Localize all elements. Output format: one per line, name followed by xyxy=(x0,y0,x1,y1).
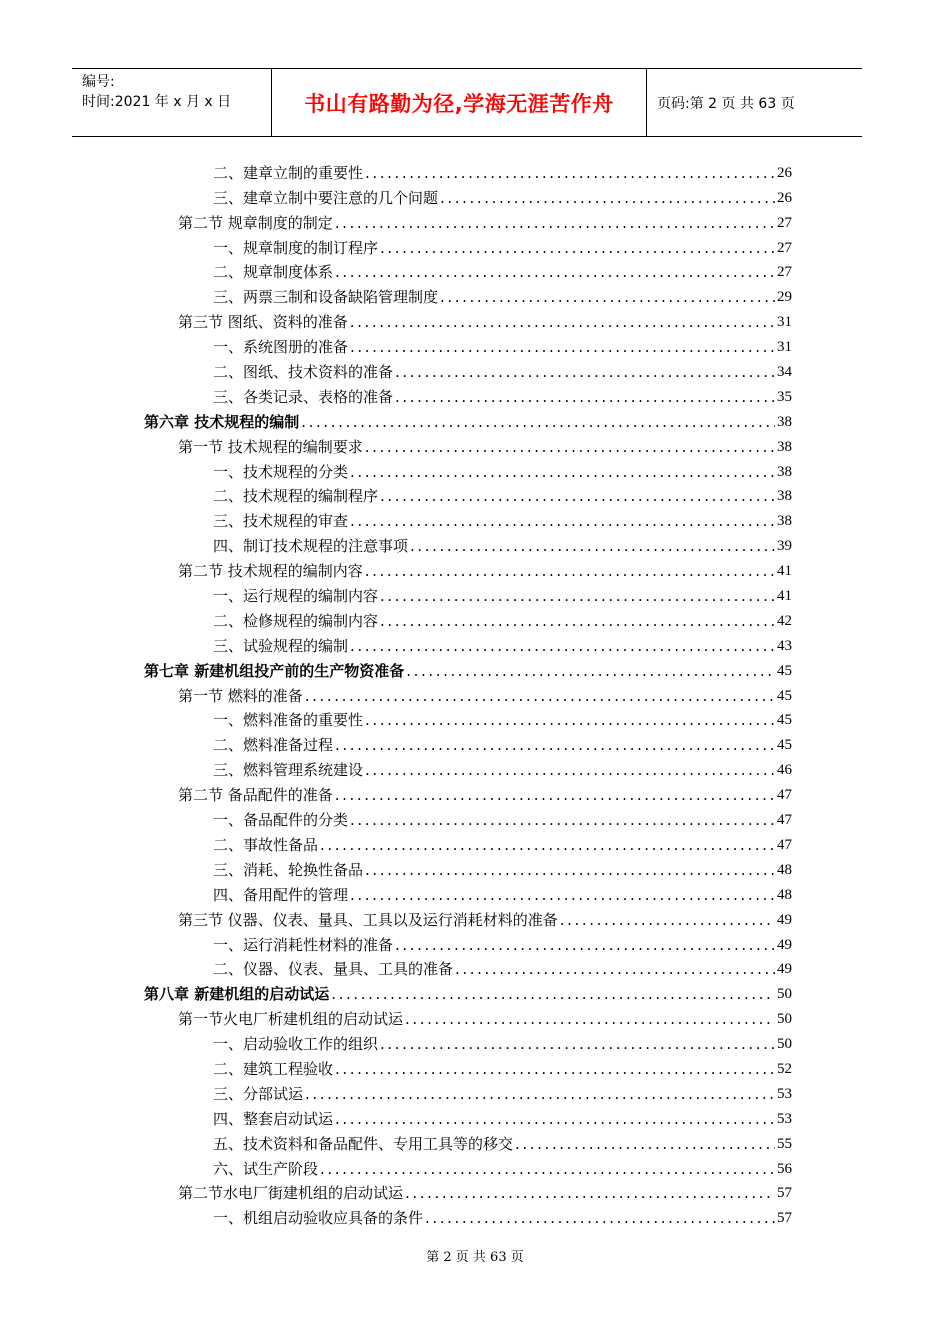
toc-entry-page-number: 48 xyxy=(777,861,792,878)
toc-subsection-entry[interactable] xyxy=(144,532,792,557)
toc-entry-title: 第二节 规章制度的制定 xyxy=(178,213,333,232)
toc-subsection-entry[interactable] xyxy=(144,632,792,657)
toc-section-entry[interactable] xyxy=(144,308,792,333)
toc-entry-title: 三、消耗、轮换性备品 xyxy=(213,860,364,879)
toc-dot-leader xyxy=(350,336,775,358)
toc-entry-page-number: 53 xyxy=(777,1110,792,1127)
toc-subsection-entry[interactable] xyxy=(144,1030,792,1055)
toc-entry-page-number: 38 xyxy=(777,488,792,505)
toc-entry-title: 一、燃料准备的重要性 xyxy=(213,711,364,730)
header-meta xyxy=(72,69,272,136)
toc-subsection-entry[interactable] xyxy=(144,458,792,483)
toc-entry-title: 三、建章立制中要注意的几个问题 xyxy=(213,188,439,207)
toc-entry-title: 第二节水电厂街建机组的启动试运 xyxy=(178,1184,404,1203)
toc-entry-title: 二、规章制度体系 xyxy=(213,263,334,282)
toc-entry-page-number: 49 xyxy=(777,961,792,978)
toc-section-entry[interactable] xyxy=(144,209,792,234)
toc-entry-title: 一、技术规程的分类 xyxy=(213,462,349,481)
toc-entry-title: 二、事故性备品 xyxy=(213,835,319,854)
header-motto-cell xyxy=(272,69,647,136)
toc-entry-title: 四、备用配件的管理 xyxy=(213,885,349,904)
toc-dot-leader xyxy=(365,759,775,781)
toc-dot-leader xyxy=(335,212,775,234)
page-footer xyxy=(0,1246,950,1265)
document-number-label: 编号: xyxy=(82,74,115,90)
toc-section-entry[interactable] xyxy=(144,1180,792,1205)
toc-entry-page-number: 39 xyxy=(777,538,792,555)
toc-dot-leader xyxy=(395,934,775,956)
toc-entry-title: 二、检修规程的编制内容 xyxy=(213,611,379,630)
toc-entry-page-number: 50 xyxy=(777,986,792,1003)
toc-entry-title: 三、分部试运 xyxy=(213,1084,304,1103)
toc-dot-leader xyxy=(331,983,775,1005)
toc-subsection-entry[interactable] xyxy=(144,1204,792,1229)
toc-entry-page-number: 49 xyxy=(777,936,792,953)
toc-entry-page-number: 57 xyxy=(777,1185,792,1202)
toc-subsection-entry[interactable] xyxy=(144,1105,792,1130)
toc-entry-page-number: 47 xyxy=(777,836,792,853)
toc-entry-title: 一、机组启动验收应具备的条件 xyxy=(213,1209,424,1228)
toc-dot-leader xyxy=(365,436,775,458)
toc-dot-leader xyxy=(305,685,775,707)
toc-dot-leader xyxy=(350,461,775,483)
toc-entry-title: 二、建章立制的重要性 xyxy=(213,163,364,182)
toc-entry-title: 一、系统图册的准备 xyxy=(213,338,349,357)
toc-entry-page-number: 45 xyxy=(777,662,792,679)
toc-entry-page-number: 47 xyxy=(777,812,792,829)
toc-entry-page-number: 26 xyxy=(777,189,792,206)
toc-subsection-entry[interactable] xyxy=(144,1080,792,1105)
toc-dot-leader xyxy=(305,1083,775,1105)
toc-entry-title: 一、备品配件的分类 xyxy=(213,811,349,830)
toc-subsection-entry[interactable] xyxy=(144,483,792,508)
toc-dot-leader xyxy=(380,610,775,632)
toc-subsection-entry[interactable] xyxy=(144,159,792,184)
header-page-info: 页码:第 2 页 共 63 页 xyxy=(657,95,795,112)
toc-entry-page-number: 42 xyxy=(777,612,792,629)
toc-subsection-entry[interactable] xyxy=(144,234,792,259)
toc-dot-leader xyxy=(350,635,775,657)
toc-entry-title: 第二节 备品配件的准备 xyxy=(178,786,333,805)
toc-dot-leader xyxy=(405,1008,775,1030)
toc-entry-title: 三、试验规程的编制 xyxy=(213,636,349,655)
toc-dot-leader xyxy=(515,1133,775,1155)
toc-entry-title: 三、两票三制和设备缺陷管理制度 xyxy=(213,288,439,307)
toc-dot-leader xyxy=(455,958,775,980)
toc-entry-title: 第七章 新建机组投产前的生产物资准备 xyxy=(144,661,405,680)
toc-dot-leader xyxy=(335,784,775,806)
toc-dot-leader xyxy=(350,510,775,532)
toc-entry-page-number: 48 xyxy=(777,886,792,903)
toc-entry-page-number: 27 xyxy=(777,239,792,256)
toc-entry-title: 二、燃料准备过程 xyxy=(213,736,334,755)
toc-entry-title: 第二节 技术规程的编制内容 xyxy=(178,562,363,581)
toc-subsection-entry[interactable] xyxy=(144,607,792,632)
toc-entry-page-number: 27 xyxy=(777,214,792,231)
toc-dot-leader xyxy=(410,535,775,557)
toc-dot-leader xyxy=(335,1108,775,1130)
toc-dot-leader xyxy=(365,560,775,582)
toc-entry-title: 五、技术资料和备品配件、专用工具等的移交 xyxy=(213,1134,514,1153)
toc-entry-page-number: 38 xyxy=(777,513,792,530)
toc-entry-page-number: 47 xyxy=(777,787,792,804)
toc-entry-page-number: 50 xyxy=(777,1036,792,1053)
toc-entry-title: 二、仪器、仪表、量具、工具的准备 xyxy=(213,960,454,979)
toc-entry-title: 三、技术规程的审查 xyxy=(213,512,349,531)
toc-subsection-entry[interactable] xyxy=(144,283,792,308)
toc-entry-title: 二、建筑工程验收 xyxy=(213,1059,334,1078)
toc-entry-page-number: 50 xyxy=(777,1011,792,1028)
toc-entry-page-number: 38 xyxy=(777,413,792,430)
toc-dot-leader xyxy=(440,286,775,308)
toc-entry-title: 四、制订技术规程的注意事项 xyxy=(213,537,409,556)
toc-dot-leader xyxy=(320,834,775,856)
toc-entry-page-number: 34 xyxy=(777,364,792,381)
toc-entry-page-number: 52 xyxy=(777,1060,792,1077)
toc-entry-page-number: 57 xyxy=(777,1210,792,1227)
toc-section-entry[interactable] xyxy=(144,1005,792,1030)
toc-dot-leader xyxy=(335,734,775,756)
toc-entry-title: 三、各类记录、表格的准备 xyxy=(213,387,394,406)
toc-entry-page-number: 41 xyxy=(777,563,792,580)
toc-entry-title: 一、启动验收工作的组织 xyxy=(213,1035,379,1054)
document-time-label: 时间:2021 年 x 月 x 日 xyxy=(82,94,232,110)
toc-subsection-entry[interactable] xyxy=(144,956,792,981)
toc-entry-title: 三、燃料管理系统建设 xyxy=(213,761,364,780)
toc-subsection-entry[interactable] xyxy=(144,756,792,781)
toc-entry-title: 第一节 技术规程的编制要求 xyxy=(178,437,363,456)
toc-subsection-entry[interactable] xyxy=(144,507,792,532)
toc-entry-page-number: 29 xyxy=(777,289,792,306)
toc-dot-leader xyxy=(320,1158,775,1180)
toc-entry-page-number: 46 xyxy=(777,762,792,779)
toc-subsection-entry[interactable] xyxy=(144,582,792,607)
toc-entry-title: 第一节 燃料的准备 xyxy=(178,686,303,705)
toc-entry-title: 一、运行消耗性材料的准备 xyxy=(213,935,394,954)
toc-entry-title: 第三节 仪器、仪表、量具、工具以及运行消耗材料的准备 xyxy=(178,910,558,929)
toc-chapter-entry[interactable] xyxy=(144,980,792,1005)
toc-entry-page-number: 26 xyxy=(777,164,792,181)
toc-dot-leader xyxy=(301,411,775,433)
toc-dot-leader xyxy=(335,1058,775,1080)
toc-entry-page-number: 45 xyxy=(777,737,792,754)
toc-subsection-entry[interactable] xyxy=(144,856,792,881)
toc-dot-leader xyxy=(395,361,775,383)
toc-subsection-entry[interactable] xyxy=(144,1130,792,1155)
toc-entry-title: 第八章 新建机组的启动试运 xyxy=(144,985,330,1004)
toc-dot-leader xyxy=(365,709,775,731)
toc-subsection-entry[interactable] xyxy=(144,383,792,408)
toc-dot-leader xyxy=(335,261,775,283)
toc-subsection-entry[interactable] xyxy=(144,259,792,284)
toc-entry-page-number: 31 xyxy=(777,339,792,356)
toc-chapter-entry[interactable] xyxy=(144,657,792,682)
header-motto: 书山有路勤为径,学海无涯苦作舟 xyxy=(304,91,614,116)
toc-subsection-entry[interactable] xyxy=(144,806,792,831)
toc-dot-leader xyxy=(405,1182,775,1204)
toc-entry-page-number: 55 xyxy=(777,1135,792,1152)
table-of-contents xyxy=(144,159,792,1229)
toc-subsection-entry[interactable] xyxy=(144,184,792,209)
toc-subsection-entry[interactable] xyxy=(144,1055,792,1080)
header-page-info-cell xyxy=(647,69,862,136)
toc-section-entry[interactable] xyxy=(144,781,792,806)
toc-entry-page-number: 53 xyxy=(777,1085,792,1102)
toc-entry-page-number: 41 xyxy=(777,588,792,605)
toc-entry-title: 第一节火电厂析建机组的启动试运 xyxy=(178,1010,404,1029)
toc-entry-title: 六、试生产阶段 xyxy=(213,1159,319,1178)
toc-entry-title: 一、运行规程的编制内容 xyxy=(213,587,379,606)
toc-entry-page-number: 38 xyxy=(777,463,792,480)
toc-entry-page-number: 27 xyxy=(777,264,792,281)
toc-subsection-entry[interactable] xyxy=(144,1155,792,1180)
toc-subsection-entry[interactable] xyxy=(144,931,792,956)
toc-dot-leader xyxy=(350,884,775,906)
toc-subsection-entry[interactable] xyxy=(144,333,792,358)
toc-section-entry[interactable] xyxy=(144,682,792,707)
toc-entry-title: 四、整套启动试运 xyxy=(213,1109,334,1128)
toc-dot-leader xyxy=(365,859,775,881)
toc-entry-page-number: 38 xyxy=(777,438,792,455)
toc-dot-leader xyxy=(350,311,775,333)
toc-dot-leader xyxy=(560,909,775,931)
toc-dot-leader xyxy=(365,162,775,184)
toc-entry-title: 二、图纸、技术资料的准备 xyxy=(213,363,394,382)
toc-entry-page-number: 49 xyxy=(777,911,792,928)
toc-entry-page-number: 31 xyxy=(777,314,792,331)
toc-dot-leader xyxy=(380,585,775,607)
page-header xyxy=(72,68,862,137)
toc-dot-leader xyxy=(380,485,775,507)
toc-subsection-entry[interactable] xyxy=(144,707,792,732)
toc-subsection-entry[interactable] xyxy=(144,358,792,383)
toc-subsection-entry[interactable] xyxy=(144,881,792,906)
toc-dot-leader xyxy=(406,660,775,682)
toc-section-entry[interactable] xyxy=(144,557,792,582)
toc-chapter-entry[interactable] xyxy=(144,408,792,433)
toc-subsection-entry[interactable] xyxy=(144,831,792,856)
toc-section-entry[interactable] xyxy=(144,433,792,458)
toc-dot-leader xyxy=(380,237,775,259)
toc-dot-leader xyxy=(395,386,775,408)
toc-dot-leader xyxy=(350,809,775,831)
toc-entry-page-number: 35 xyxy=(777,388,792,405)
toc-entry-title: 第六章 技术规程的编制 xyxy=(144,412,300,431)
toc-entry-page-number: 45 xyxy=(777,712,792,729)
toc-section-entry[interactable] xyxy=(144,906,792,931)
toc-entry-title: 第三节 图纸、资料的准备 xyxy=(178,313,348,332)
toc-dot-leader xyxy=(425,1207,775,1229)
toc-entry-page-number: 45 xyxy=(777,687,792,704)
toc-entry-page-number: 43 xyxy=(777,637,792,654)
toc-entry-page-number: 56 xyxy=(777,1160,792,1177)
toc-entry-title: 一、规章制度的制订程序 xyxy=(213,238,379,257)
toc-entry-title: 二、技术规程的编制程序 xyxy=(213,487,379,506)
toc-dot-leader xyxy=(380,1033,775,1055)
toc-dot-leader xyxy=(440,187,775,209)
footer-page-number: 第 2 页 共 63 页 xyxy=(426,1250,524,1265)
toc-subsection-entry[interactable] xyxy=(144,731,792,756)
